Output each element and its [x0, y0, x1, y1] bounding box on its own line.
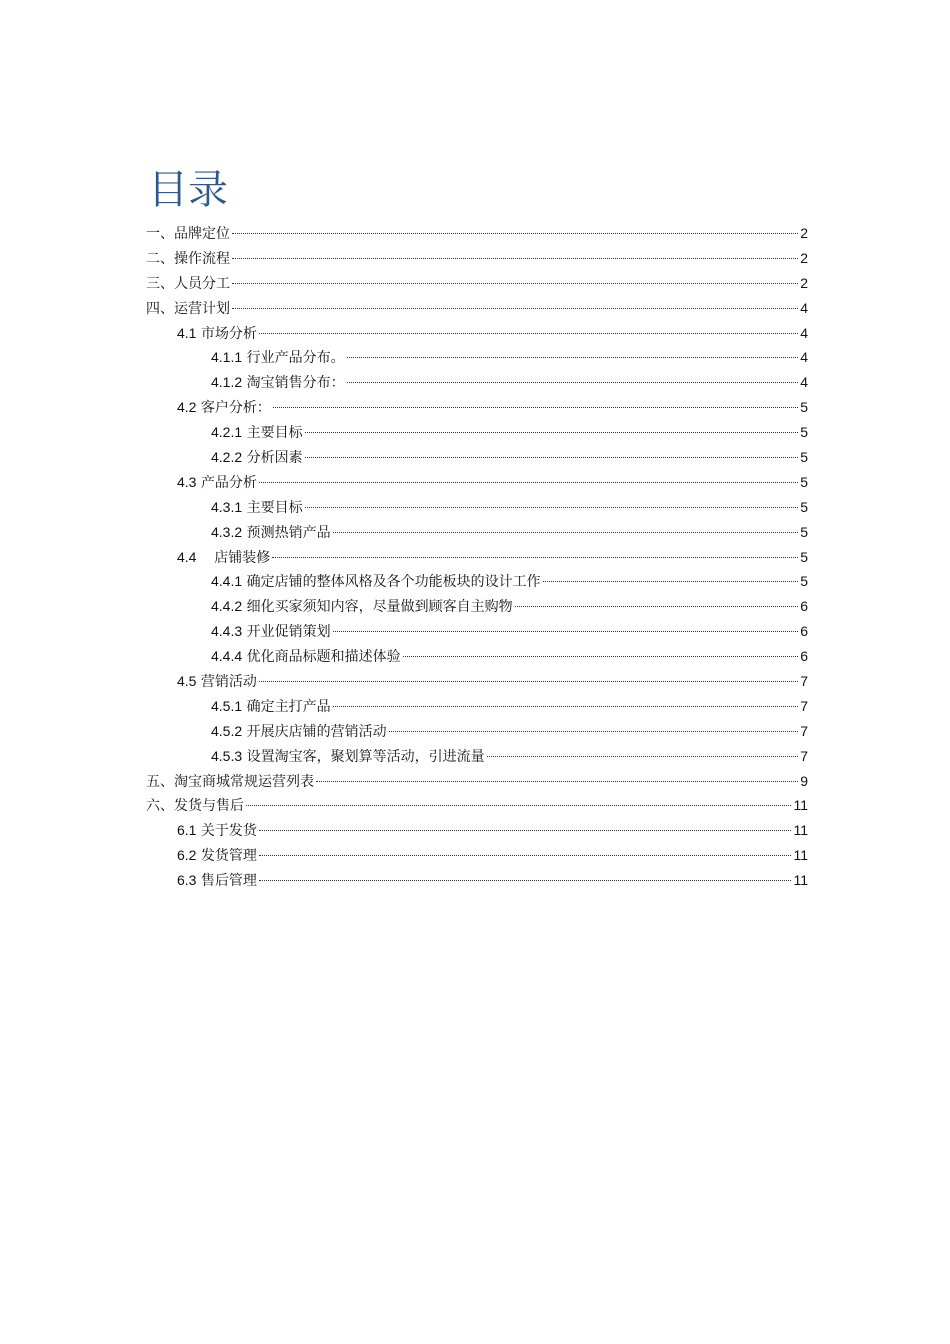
toc-dot-leader: [305, 432, 799, 433]
toc-entry[interactable]: [146, 246, 808, 271]
toc-dot-leader: [259, 880, 792, 881]
toc-dot-leader: [259, 681, 798, 682]
toc-dot-leader: [333, 532, 799, 533]
toc-entry-title: 发货管理: [200, 848, 257, 865]
toc-entry-number: 4.4.4: [211, 648, 243, 665]
toc-entry-number: 4.1: [177, 324, 197, 341]
toc-entry-title: 五、淘宝商城常规运营列表: [146, 773, 314, 790]
toc-dot-leader: [333, 706, 799, 707]
toc-entry[interactable]: [146, 793, 808, 818]
toc-dot-leader: [273, 407, 798, 408]
toc-entry-number: 4.1.1: [211, 349, 243, 366]
toc-dot-leader: [333, 631, 799, 632]
toc-entry-title: 淘宝销售分布：: [246, 375, 345, 392]
toc-entry-page-number: 11: [793, 822, 808, 839]
toc-dot-leader: [347, 357, 799, 358]
toc-entry-page-number: 4: [800, 324, 808, 341]
toc-entry-title: 主要目标: [246, 425, 303, 442]
toc-entry[interactable]: [146, 345, 808, 370]
toc-entry-title: 预测热销产品: [246, 524, 331, 541]
toc-entry-page-number: 6: [800, 598, 808, 615]
toc-entry-page-number: 6: [800, 648, 808, 665]
toc-entry-page-number: 5: [800, 449, 808, 466]
toc-entry-page-number: 5: [800, 548, 808, 565]
toc-entry-title: 设置淘宝客，聚划算等活动，引进流量: [246, 748, 485, 765]
toc-entry-number: 4.1.2: [211, 374, 243, 391]
toc-entry-page-number: 2: [800, 249, 808, 266]
toc-entry-title: 六、发货与售后: [146, 798, 244, 815]
toc-entry-title: 开业促销策划: [246, 624, 331, 641]
toc-entry-page-number: 5: [800, 573, 808, 590]
toc-entry[interactable]: [146, 520, 808, 545]
toc-entry-number: 4.2.1: [211, 424, 243, 441]
toc-entry[interactable]: [146, 296, 808, 321]
toc-entry-page-number: 7: [800, 673, 808, 690]
toc-entry[interactable]: [146, 644, 808, 669]
toc-entry-number: 4.2: [177, 399, 197, 416]
toc-entry-title: 四、运营计划: [146, 300, 230, 317]
toc-entry-number: 4.4.2: [211, 598, 243, 615]
toc-entry-number: 4.5.2: [211, 722, 243, 739]
toc-entry[interactable]: [146, 669, 808, 694]
toc-dot-leader: [305, 457, 799, 458]
toc-entry[interactable]: [146, 545, 808, 570]
toc-title: 目录: [148, 167, 228, 213]
toc-dot-leader: [232, 283, 798, 284]
toc-entry[interactable]: [146, 843, 808, 868]
toc-dot-leader: [259, 482, 798, 483]
toc-dot-leader: [232, 308, 798, 309]
toc-entry[interactable]: [146, 321, 808, 346]
toc-entry[interactable]: [146, 744, 808, 769]
toc-entry[interactable]: [146, 221, 808, 246]
toc-entry-title: 二、操作流程: [146, 250, 230, 267]
toc-entry-title: 分析因素: [246, 450, 303, 467]
toc-entry[interactable]: [146, 395, 808, 420]
toc-dot-leader: [232, 258, 798, 259]
toc-entry-number: 4.3.2: [211, 523, 243, 540]
toc-entry-page-number: 5: [800, 473, 808, 490]
toc-entry-number: 4.3.1: [211, 498, 243, 515]
toc-entry-page-number: 7: [800, 747, 808, 764]
toc-entry-title: 客户分析：: [200, 400, 271, 417]
toc-entry-page-number: 11: [793, 847, 808, 864]
toc-entry[interactable]: [146, 420, 808, 445]
toc-entry-title: 店铺装修: [200, 549, 271, 566]
toc-entry-title: 市场分析: [200, 325, 257, 342]
toc-entry[interactable]: [146, 719, 808, 744]
toc-entry-page-number: 11: [793, 797, 808, 814]
toc-entry-page-number: 5: [800, 498, 808, 515]
toc-entry-number: 6.2: [177, 847, 197, 864]
toc-entry-number: 6.3: [177, 872, 197, 889]
toc-entry-title: 开展庆店铺的营销活动: [246, 723, 387, 740]
toc-entry-number: 4.5: [177, 673, 197, 690]
toc-entry[interactable]: [146, 271, 808, 296]
toc-list: [146, 221, 808, 893]
toc-entry-number: 4.3: [177, 473, 197, 490]
toc-entry-page-number: 4: [800, 374, 808, 391]
toc-entry-title: 产品分析: [200, 474, 257, 491]
toc-entry-page-number: 9: [800, 772, 808, 789]
toc-entry-title: 确定主打产品: [246, 698, 331, 715]
toc-entry-number: 4.4: [177, 548, 197, 565]
toc-entry-title: 细化买家须知内容，尽量做到顾客自主购物: [246, 599, 513, 616]
toc-entry-number: 4.4.3: [211, 623, 243, 640]
toc-entry-title: 一、品牌定位: [146, 226, 230, 242]
toc-dot-leader: [305, 507, 799, 508]
toc-entry-page-number: 7: [800, 697, 808, 714]
toc-entry[interactable]: [146, 868, 808, 893]
toc-entry[interactable]: [146, 594, 808, 619]
toc-entry[interactable]: [146, 495, 808, 520]
toc-dot-leader: [543, 581, 799, 582]
toc-entry-page-number: 5: [800, 399, 808, 416]
toc-entry-page-number: 5: [800, 424, 808, 441]
toc-entry-number: 6.1: [177, 822, 197, 839]
toc-entry-title: 营销活动: [200, 674, 257, 691]
toc-entry-page-number: 4: [800, 349, 808, 366]
toc-dot-leader: [347, 382, 799, 383]
toc-dot-leader: [232, 233, 798, 234]
toc-entry-number: 4.5.1: [211, 697, 243, 714]
toc-dot-leader: [389, 731, 799, 732]
toc-dot-leader: [272, 557, 798, 558]
toc-entry[interactable]: [146, 769, 808, 794]
toc-entry-page-number: 2: [800, 274, 808, 291]
toc-dot-leader: [259, 855, 792, 856]
toc-dot-leader: [515, 606, 799, 607]
toc-dot-leader: [487, 756, 799, 757]
toc-entry-title: 优化商品标题和描述体验: [246, 649, 401, 666]
toc-entry[interactable]: [146, 569, 808, 594]
toc-entry-page-number: 4: [800, 299, 808, 316]
toc-entry-title: 主要目标: [246, 499, 303, 516]
toc-entry[interactable]: [146, 694, 808, 719]
toc-dot-leader: [246, 805, 791, 806]
toc-entry-number: 4.5.3: [211, 747, 243, 764]
toc-entry[interactable]: [146, 470, 808, 495]
toc-entry[interactable]: [146, 370, 808, 395]
toc-entry-page-number: 7: [800, 722, 808, 739]
toc-entry-number: 4.4.1: [211, 573, 243, 590]
toc-entry-title: 行业产品分布。: [246, 350, 345, 367]
toc-entry[interactable]: [146, 818, 808, 843]
toc-dot-leader: [403, 656, 799, 657]
toc-entry-page-number: 5: [800, 523, 808, 540]
toc-entry-page-number: 2: [800, 225, 808, 241]
toc-entry-title: 确定店铺的整体风格及各个功能板块的设计工作: [246, 574, 541, 591]
toc-entry[interactable]: [146, 445, 808, 470]
toc-entry-page-number: 11: [793, 872, 808, 889]
toc-entry-title: 售后管理: [200, 873, 257, 890]
toc-entry-title: 三、人员分工: [146, 275, 230, 292]
toc-dot-leader: [259, 830, 792, 831]
toc-entry-number: 4.2.2: [211, 449, 243, 466]
toc-entry[interactable]: [146, 619, 808, 644]
toc-entry-page-number: 6: [800, 623, 808, 640]
toc-dot-leader: [316, 781, 798, 782]
toc-entry-title: 关于发货: [200, 823, 257, 840]
toc-dot-leader: [259, 333, 798, 334]
